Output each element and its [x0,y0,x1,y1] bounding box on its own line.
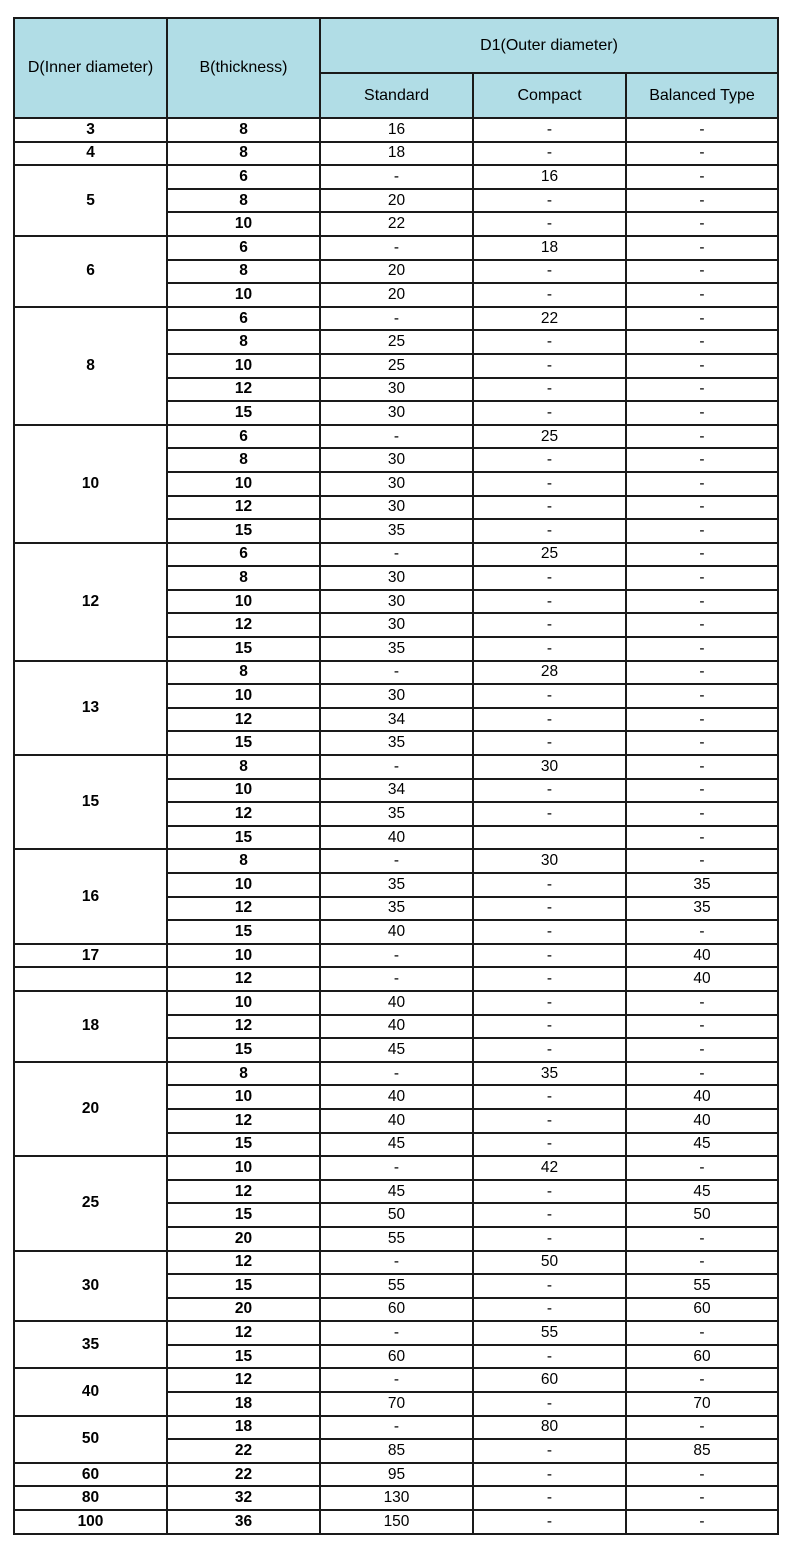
size-table [13,17,779,1535]
balanced-cell: - [626,330,778,354]
standard-cell: - [320,307,473,331]
standard-cell: 20 [320,260,473,284]
balanced-cell: - [626,472,778,496]
balanced-cell: - [626,755,778,779]
thickness-cell: 12 [167,496,320,520]
balanced-cell: - [626,1510,778,1534]
table-row [14,236,778,260]
standard-cell: - [320,661,473,685]
thickness-cell: 8 [167,566,320,590]
table-row [14,755,778,779]
compact-cell: - [473,944,626,968]
thickness-cell: 6 [167,236,320,260]
thickness-cell: 10 [167,684,320,708]
compact-cell: 35 [473,1062,626,1086]
balanced-cell: 35 [626,873,778,897]
thickness-cell: 32 [167,1486,320,1510]
compact-cell: - [473,118,626,142]
thickness-cell: 12 [167,708,320,732]
table-row [14,118,778,142]
thickness-cell: 15 [167,1345,320,1369]
inner-diameter-cell: 8 [14,307,167,425]
standard-cell: - [320,165,473,189]
compact-cell: 16 [473,165,626,189]
table-row [14,1062,778,1086]
compact-cell: 28 [473,661,626,685]
inner-diameter-cell [14,967,167,991]
inner-diameter-header: D(Inner diameter) [14,18,167,118]
thickness-cell: 20 [167,1227,320,1251]
balanced-cell: - [626,1416,778,1440]
thickness-cell: 10 [167,991,320,1015]
balanced-type-header: Balanced Type [626,73,778,118]
thickness-cell: 8 [167,118,320,142]
inner-diameter-cell: 60 [14,1463,167,1487]
compact-cell: - [473,1274,626,1298]
inner-diameter-cell: 10 [14,425,167,543]
thickness-cell: 6 [167,543,320,567]
balanced-cell: - [626,212,778,236]
compact-cell: 55 [473,1321,626,1345]
compact-cell: - [473,1486,626,1510]
thickness-cell: 15 [167,731,320,755]
thickness-cell: 8 [167,661,320,685]
standard-cell: 40 [320,1085,473,1109]
thickness-cell: 15 [167,401,320,425]
standard-cell: 40 [320,1109,473,1133]
compact-cell: - [473,189,626,213]
balanced-cell: 70 [626,1392,778,1416]
standard-cell: 35 [320,731,473,755]
thickness-cell: 10 [167,212,320,236]
table-row [14,1510,778,1534]
thickness-header: B(thickness) [167,18,320,118]
compact-cell: - [473,684,626,708]
balanced-cell: - [626,779,778,803]
compact-cell: - [473,354,626,378]
thickness-cell: 12 [167,967,320,991]
balanced-cell: - [626,661,778,685]
compact-cell: - [473,566,626,590]
compact-cell: - [473,212,626,236]
standard-cell: 40 [320,1015,473,1039]
standard-cell: 45 [320,1133,473,1157]
table-row [14,1463,778,1487]
balanced-cell: - [626,708,778,732]
balanced-cell: - [626,260,778,284]
compact-cell: 42 [473,1156,626,1180]
compact-cell: 60 [473,1368,626,1392]
thickness-cell: 15 [167,920,320,944]
thickness-cell: 8 [167,849,320,873]
balanced-cell: - [626,849,778,873]
thickness-cell: 15 [167,1133,320,1157]
standard-cell: - [320,425,473,449]
standard-cell: 16 [320,118,473,142]
table-row [14,849,778,873]
balanced-cell: - [626,165,778,189]
inner-diameter-cell: 15 [14,755,167,849]
thickness-cell: 8 [167,142,320,166]
thickness-cell: 12 [167,1321,320,1345]
standard-cell: 35 [320,637,473,661]
balanced-cell: 40 [626,944,778,968]
compact-cell: - [473,1015,626,1039]
compact-cell: - [473,1298,626,1322]
table-row [14,991,778,1015]
table-row [14,307,778,331]
inner-diameter-cell: 5 [14,165,167,236]
compact-cell: - [473,637,626,661]
standard-cell: 22 [320,212,473,236]
compact-cell: - [473,1038,626,1062]
standard-cell: 40 [320,826,473,850]
balanced-cell: - [626,637,778,661]
standard-cell: 30 [320,448,473,472]
standard-cell: - [320,1321,473,1345]
standard-cell: - [320,967,473,991]
inner-diameter-cell: 17 [14,944,167,968]
standard-cell: 60 [320,1298,473,1322]
thickness-cell: 8 [167,189,320,213]
inner-diameter-cell: 16 [14,849,167,943]
thickness-cell: 10 [167,779,320,803]
balanced-cell: - [626,142,778,166]
inner-diameter-cell: 12 [14,543,167,661]
compact-cell: 30 [473,849,626,873]
balanced-cell: - [626,826,778,850]
compact-cell: 50 [473,1251,626,1275]
compact-cell: - [473,779,626,803]
standard-cell: - [320,1062,473,1086]
balanced-cell: - [626,991,778,1015]
balanced-cell: 50 [626,1203,778,1227]
thickness-cell: 12 [167,378,320,402]
table-row [14,1368,778,1392]
compact-cell: - [473,897,626,921]
balanced-cell: - [626,448,778,472]
table-header [14,18,778,118]
balanced-cell: - [626,118,778,142]
standard-cell: 35 [320,873,473,897]
inner-diameter-cell: 30 [14,1251,167,1322]
thickness-cell: 8 [167,1062,320,1086]
balanced-cell: - [626,1486,778,1510]
compact-cell: - [473,378,626,402]
thickness-cell: 15 [167,1203,320,1227]
standard-cell: - [320,236,473,260]
compact-cell: - [473,283,626,307]
table-row [14,1486,778,1510]
thickness-cell: 10 [167,354,320,378]
standard-cell: 34 [320,779,473,803]
standard-cell: 25 [320,330,473,354]
balanced-cell: - [626,307,778,331]
thickness-cell: 6 [167,425,320,449]
inner-diameter-cell: 3 [14,118,167,142]
compact-cell: - [473,802,626,826]
compact-cell: 18 [473,236,626,260]
compact-cell: - [473,330,626,354]
compact-cell: - [473,1180,626,1204]
compact-cell: - [473,448,626,472]
standard-cell: 30 [320,378,473,402]
table-row [14,425,778,449]
thickness-cell: 22 [167,1439,320,1463]
balanced-cell: - [626,496,778,520]
thickness-cell: 12 [167,613,320,637]
compact-cell: - [473,1227,626,1251]
thickness-cell: 15 [167,519,320,543]
thickness-cell: 20 [167,1298,320,1322]
standard-cell: 30 [320,401,473,425]
thickness-cell: 12 [167,1251,320,1275]
standard-cell: 50 [320,1203,473,1227]
thickness-cell: 12 [167,1368,320,1392]
thickness-cell: 12 [167,802,320,826]
thickness-cell: 10 [167,1156,320,1180]
compact-cell: - [473,1203,626,1227]
balanced-cell: - [626,378,778,402]
inner-diameter-cell: 6 [14,236,167,307]
compact-cell: - [473,519,626,543]
standard-cell: 130 [320,1486,473,1510]
standard-cell: 55 [320,1227,473,1251]
thickness-cell: 15 [167,1038,320,1062]
balanced-cell: - [626,1156,778,1180]
standard-cell: - [320,1156,473,1180]
thickness-cell: 10 [167,873,320,897]
standard-cell: 18 [320,142,473,166]
standard-cell: 55 [320,1274,473,1298]
standard-cell: - [320,755,473,779]
balanced-cell: 60 [626,1345,778,1369]
compact-cell: - [473,1085,626,1109]
standard-cell: - [320,849,473,873]
thickness-cell: 8 [167,260,320,284]
table-row [14,967,778,991]
compact-cell: 80 [473,1416,626,1440]
thickness-cell: 22 [167,1463,320,1487]
thickness-cell: 12 [167,1180,320,1204]
inner-diameter-cell: 100 [14,1510,167,1534]
compact-cell: - [473,1133,626,1157]
compact-cell: - [473,967,626,991]
compact-cell: 30 [473,755,626,779]
table-row [14,1156,778,1180]
table-row [14,661,778,685]
thickness-cell: 18 [167,1392,320,1416]
thickness-cell: 8 [167,330,320,354]
balanced-cell: 60 [626,1298,778,1322]
balanced-cell: - [626,1321,778,1345]
balanced-cell: - [626,1463,778,1487]
balanced-cell: - [626,590,778,614]
standard-cell: 30 [320,566,473,590]
standard-cell: 95 [320,1463,473,1487]
balanced-cell: - [626,802,778,826]
inner-diameter-cell: 35 [14,1321,167,1368]
thickness-cell: 15 [167,637,320,661]
standard-cell: 25 [320,354,473,378]
compact-cell: - [473,731,626,755]
standard-cell: 70 [320,1392,473,1416]
compact-cell [473,826,626,850]
thickness-cell: 6 [167,165,320,189]
balanced-cell: - [626,519,778,543]
compact-cell: - [473,142,626,166]
thickness-cell: 15 [167,826,320,850]
balanced-cell: - [626,283,778,307]
standard-cell: 30 [320,590,473,614]
standard-cell: 45 [320,1180,473,1204]
thickness-cell: 12 [167,1109,320,1133]
balanced-cell: 55 [626,1274,778,1298]
table-row [14,165,778,189]
balanced-cell: - [626,613,778,637]
thickness-cell: 12 [167,897,320,921]
thickness-cell: 8 [167,755,320,779]
compact-cell: 25 [473,425,626,449]
compact-cell: 25 [473,543,626,567]
thickness-cell: 15 [167,1274,320,1298]
standard-cell: 20 [320,189,473,213]
standard-cell: - [320,944,473,968]
balanced-cell: 40 [626,1109,778,1133]
standard-cell: 30 [320,496,473,520]
compact-cell: - [473,401,626,425]
standard-cell: 40 [320,991,473,1015]
table-row [14,1251,778,1275]
balanced-cell: - [626,731,778,755]
compact-cell: - [473,496,626,520]
thickness-cell: 10 [167,944,320,968]
balanced-cell: - [626,1368,778,1392]
table-row [14,944,778,968]
standard-cell: 20 [320,283,473,307]
compact-cell: - [473,472,626,496]
standard-cell: - [320,1416,473,1440]
standard-cell: 30 [320,613,473,637]
standard-cell: - [320,1368,473,1392]
inner-diameter-cell: 80 [14,1486,167,1510]
standard-cell: 30 [320,684,473,708]
thickness-cell: 18 [167,1416,320,1440]
compact-header: Compact [473,73,626,118]
balanced-cell: - [626,684,778,708]
balanced-cell: - [626,1251,778,1275]
balanced-cell: 35 [626,897,778,921]
standard-cell: 60 [320,1345,473,1369]
standard-cell: - [320,1251,473,1275]
compact-cell: - [473,873,626,897]
balanced-cell: 85 [626,1439,778,1463]
inner-diameter-cell: 40 [14,1368,167,1415]
balanced-cell: - [626,543,778,567]
compact-cell: - [473,708,626,732]
standard-cell: 35 [320,519,473,543]
balanced-cell: 45 [626,1180,778,1204]
compact-cell: - [473,1510,626,1534]
balanced-cell: - [626,920,778,944]
inner-diameter-cell: 18 [14,991,167,1062]
standard-cell: 34 [320,708,473,732]
standard-cell: 40 [320,920,473,944]
compact-cell: - [473,1463,626,1487]
standard-cell: 30 [320,472,473,496]
outer-diameter-header: D1(Outer diameter) [320,18,778,73]
balanced-cell: - [626,425,778,449]
balanced-cell: - [626,1062,778,1086]
table-row [14,1416,778,1440]
table-row [14,543,778,567]
compact-cell: - [473,1439,626,1463]
balanced-cell: - [626,354,778,378]
thickness-cell: 12 [167,1015,320,1039]
balanced-cell: - [626,401,778,425]
compact-cell: - [473,1392,626,1416]
standard-cell: - [320,543,473,567]
standard-cell: 35 [320,802,473,826]
inner-diameter-cell: 13 [14,661,167,755]
inner-diameter-cell: 20 [14,1062,167,1156]
standard-cell: 35 [320,897,473,921]
compact-cell: 22 [473,307,626,331]
standard-cell: 85 [320,1439,473,1463]
inner-diameter-cell: 25 [14,1156,167,1250]
table-row [14,1321,778,1345]
compact-cell: - [473,590,626,614]
thickness-cell: 8 [167,448,320,472]
thickness-cell: 36 [167,1510,320,1534]
compact-cell: - [473,260,626,284]
compact-cell: - [473,991,626,1015]
table-row [14,142,778,166]
balanced-cell: - [626,1038,778,1062]
thickness-cell: 6 [167,307,320,331]
thickness-cell: 10 [167,590,320,614]
compact-cell: - [473,1109,626,1133]
balanced-cell: - [626,189,778,213]
compact-cell: - [473,920,626,944]
standard-cell: 150 [320,1510,473,1534]
inner-diameter-cell: 4 [14,142,167,166]
thickness-cell: 10 [167,283,320,307]
balanced-cell: - [626,566,778,590]
thickness-cell: 10 [167,472,320,496]
balanced-cell: - [626,1227,778,1251]
balanced-cell: 40 [626,1085,778,1109]
table-body [14,118,778,1534]
balanced-cell: 45 [626,1133,778,1157]
standard-header: Standard [320,73,473,118]
compact-cell: - [473,1345,626,1369]
balanced-cell: - [626,236,778,260]
standard-cell: 45 [320,1038,473,1062]
thickness-cell: 10 [167,1085,320,1109]
compact-cell: - [473,613,626,637]
balanced-cell: - [626,1015,778,1039]
inner-diameter-cell: 50 [14,1416,167,1463]
balanced-cell: 40 [626,967,778,991]
